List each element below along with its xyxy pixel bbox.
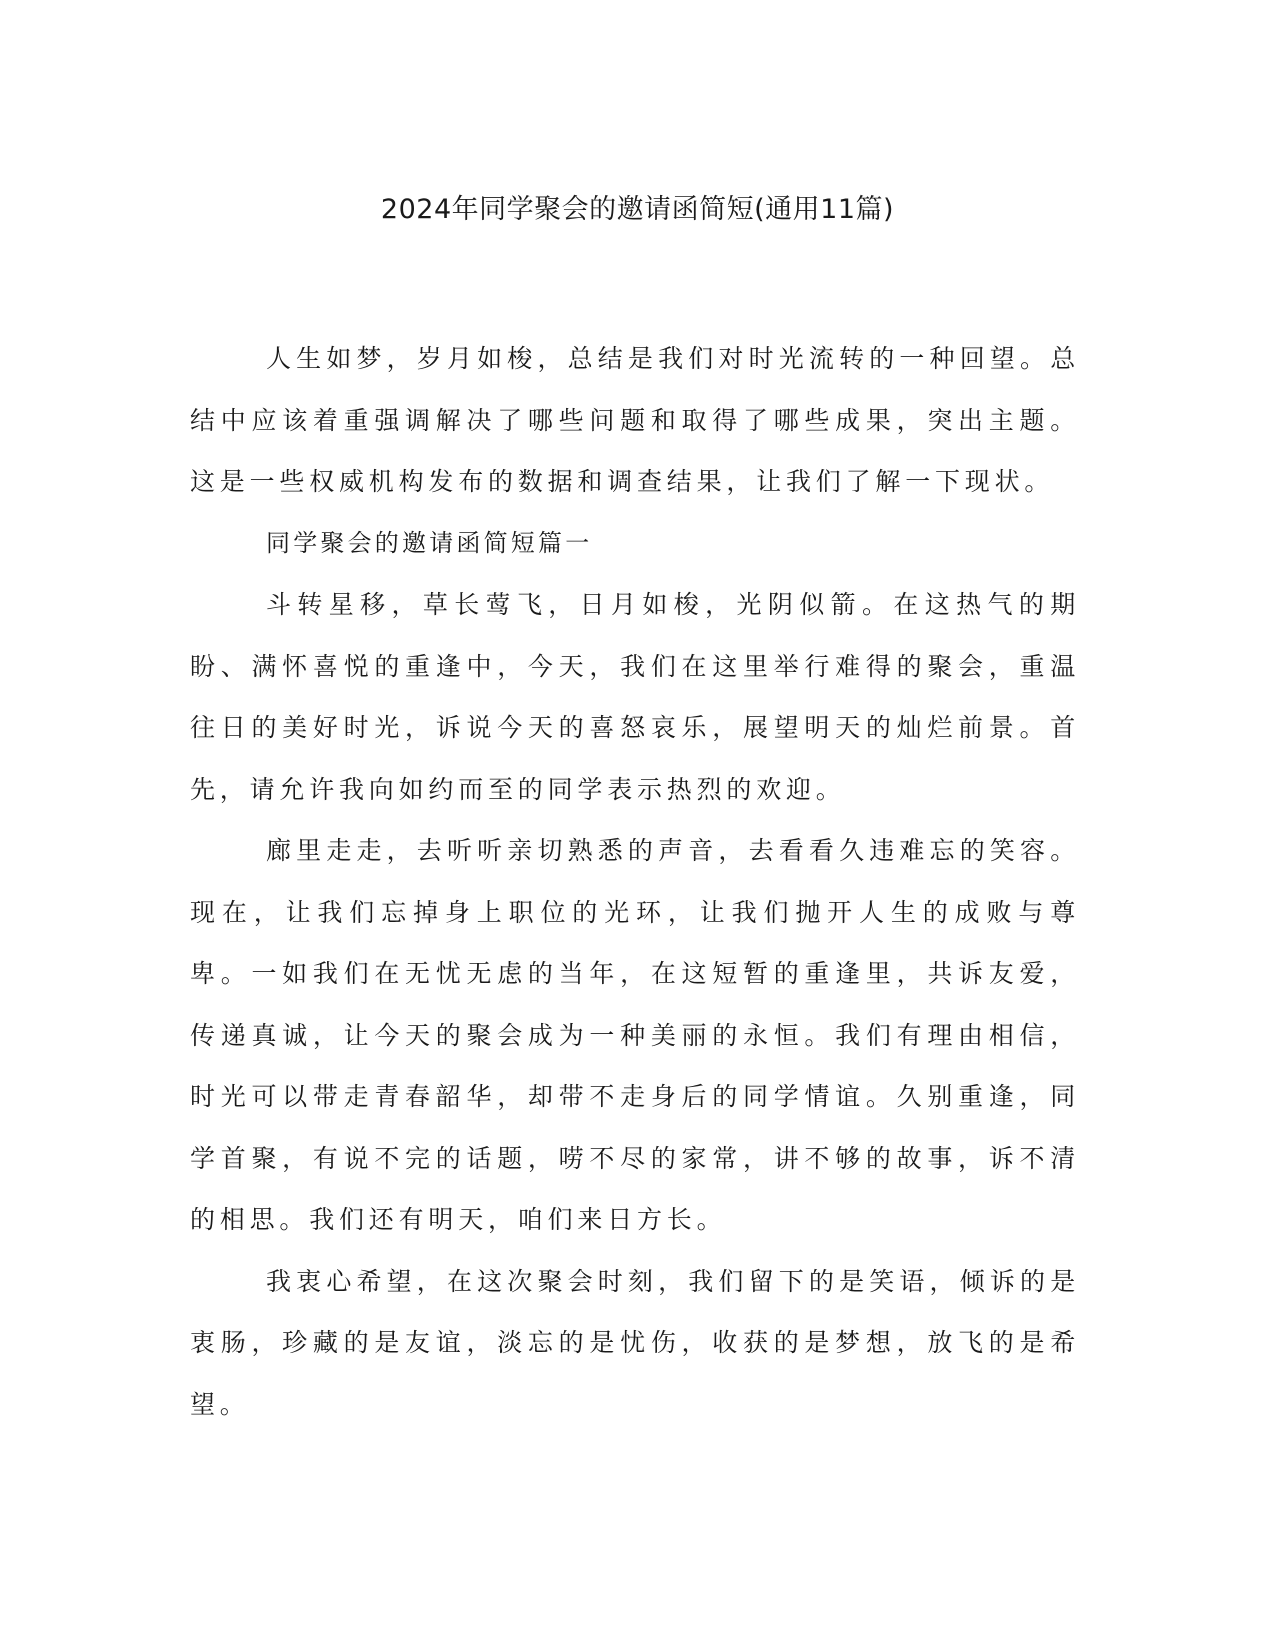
body-paragraph: 我衷心希望，在这次聚会时刻，我们留下的是笑语，倾诉的是衷肠，珍藏的是友谊，淡忘的是忧伤，收获的是梦想，放飞的是希望。 bbox=[190, 1266, 1080, 1419]
body-paragraph: 廊里走走，去听听亲切熟悉的声音，去看看久违难忘的笑容。现在，让我们忘掉身上职位的光环，让我们抛开人生的成败与尊卑。一如我们在无忧无虑的当年，在这短暂的重逢里，共诉友爱，传递真诚，让今天的聚会成为一种美丽的永恒。我们有理由相信，时光可以带走青春韶华，却带不走身后的同学情谊。久别重逢，同学首聚，有说不完的话题，唠不尽的家常，讲不够的故事，诉不清的相思。我们还有明天，咱们来日方长。 bbox=[190, 836, 1080, 1234]
body-paragraph: 斗转星移，草长莺飞，日月如梭，光阴似箭。在这热气的期盼、满怀喜悦的重逢中，今天，我们在这里举行难得的聚会，重温往日的美好时光，诉说今天的喜怒哀乐，展望明天的灿烂前景。首先，请允许我向如约而至的同学表示热烈的欢迎。 bbox=[190, 590, 1080, 804]
section-heading: 同学聚会的邀请函简短篇一 bbox=[266, 528, 593, 557]
intro-paragraph: 人生如梦，岁月如梭，总结是我们对时光流转的一种回望。总结中应该着重强调解决了哪些问题和取得了哪些成果，突出主题。这是一些权威机构发布的数据和调查结果，让我们了解一下现状。 bbox=[190, 344, 1080, 496]
document-title: 2024年同学聚会的邀请函简短(通用11篇) bbox=[380, 194, 895, 225]
document-body bbox=[190, 328, 1080, 1435]
